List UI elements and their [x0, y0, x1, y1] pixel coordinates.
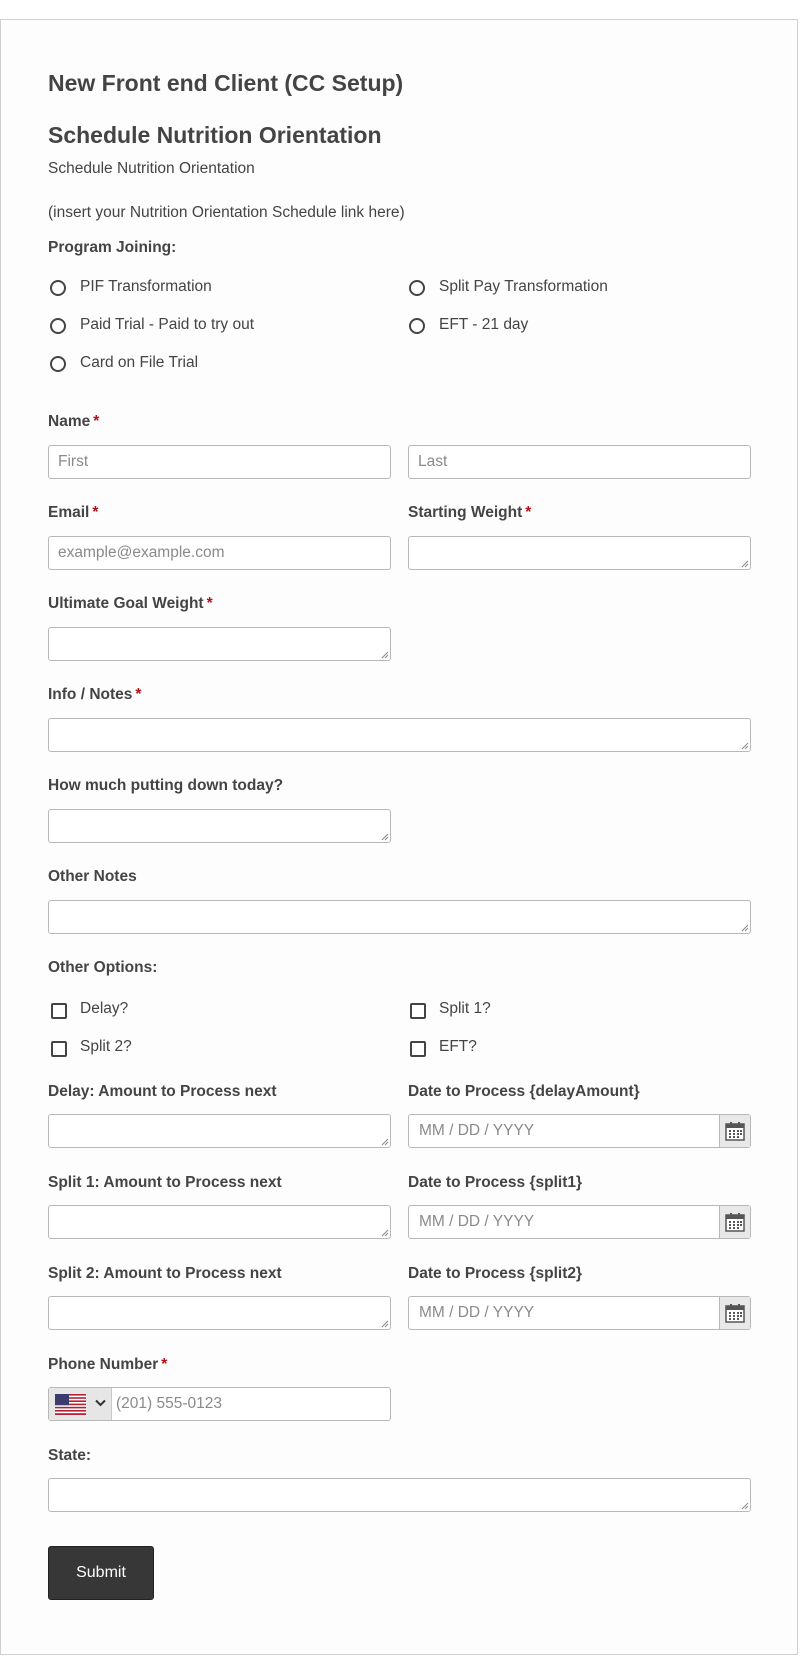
checkbox-split-1[interactable]	[410, 1003, 426, 1019]
split2-date-input[interactable]	[408, 1296, 751, 1330]
radio-label: PIF Transformation	[80, 278, 212, 295]
first-name-placeholder: First	[58, 453, 89, 470]
radio-label: Card on File Trial	[80, 354, 199, 371]
country-selector[interactable]	[49, 1388, 112, 1420]
resize-grip-icon[interactable]	[740, 1501, 749, 1510]
resize-grip-icon[interactable]	[740, 559, 749, 568]
resize-grip-icon[interactable]	[380, 832, 389, 841]
checkbox-label: EFT?	[439, 1038, 477, 1055]
last-name-placeholder: Last	[418, 453, 448, 470]
checkbox-label: Split 1?	[439, 1000, 491, 1017]
split2-amount-label: Split 2: Amount to Process next	[48, 1265, 282, 1282]
checkbox-label: Split 2?	[80, 1038, 132, 1055]
resize-grip-icon[interactable]	[740, 923, 749, 932]
radio-label: EFT - 21 day	[439, 316, 529, 333]
split1-amount-label: Split 1: Amount to Process next	[48, 1174, 282, 1191]
submit-button[interactable]: Submit	[48, 1546, 154, 1600]
radio-label: Paid Trial - Paid to try out	[80, 316, 255, 333]
email-label: Email *	[48, 504, 99, 521]
putting-down-label: How much putting down today?	[48, 777, 284, 794]
radio-split-pay-transformation[interactable]	[409, 280, 425, 296]
phone-label: Phone Number *	[48, 1356, 168, 1373]
name-label: Name *	[48, 413, 100, 430]
radio-paid-trial[interactable]	[50, 318, 66, 334]
split2-amount-textarea[interactable]	[48, 1296, 391, 1330]
goal-weight-textarea[interactable]	[48, 627, 391, 661]
resize-grip-icon[interactable]	[380, 650, 389, 659]
radio-pif-transformation[interactable]	[50, 280, 66, 296]
last-name-input[interactable]	[408, 445, 751, 479]
resize-grip-icon[interactable]	[740, 741, 749, 750]
goal-weight-label: Ultimate Goal Weight *	[48, 595, 213, 612]
date-placeholder: MM / DD / YYYY	[419, 1122, 535, 1139]
section-heading: Schedule Nutrition Orientation	[48, 122, 382, 148]
section-text: Schedule Nutrition Orientation	[48, 160, 255, 177]
split1-amount-textarea[interactable]	[48, 1205, 391, 1239]
checkbox-delay[interactable]	[51, 1003, 67, 1019]
state-label: State:	[48, 1447, 92, 1464]
checkbox-label: Delay?	[80, 1000, 129, 1017]
chevron-down-icon	[95, 1399, 106, 1407]
required-mark: *	[525, 504, 532, 521]
delay-amount-textarea[interactable]	[48, 1114, 391, 1148]
delay-amount-label: Delay: Amount to Process next	[48, 1083, 277, 1100]
split1-date-input[interactable]	[408, 1205, 751, 1239]
resize-grip-icon[interactable]	[380, 1319, 389, 1328]
starting-weight-textarea[interactable]	[408, 536, 751, 570]
putting-down-textarea[interactable]	[48, 809, 391, 843]
radio-card-on-file-trial[interactable]	[50, 356, 66, 372]
starting-weight-label: Starting Weight *	[408, 504, 532, 521]
calendar-button[interactable]	[719, 1115, 750, 1147]
radio-label: Split Pay Transformation	[439, 278, 608, 295]
date-placeholder: MM / DD / YYYY	[419, 1213, 535, 1230]
phone-placeholder: (201) 555-0123	[116, 1395, 222, 1412]
checkbox-split-2[interactable]	[51, 1041, 67, 1057]
radio-eft-21-day[interactable]	[409, 318, 425, 334]
calendar-icon	[725, 1212, 745, 1232]
delay-date-input[interactable]	[408, 1114, 751, 1148]
first-name-input[interactable]	[48, 445, 391, 479]
date-placeholder: MM / DD / YYYY	[419, 1304, 535, 1321]
other-options-label: Other Options:	[48, 959, 158, 976]
split2-date-label: Date to Process {split2}	[408, 1265, 583, 1282]
required-mark: *	[93, 413, 100, 430]
delay-date-label: Date to Process {delayAmount}	[408, 1083, 640, 1100]
checkbox-eft[interactable]	[410, 1041, 426, 1057]
required-mark: *	[135, 686, 142, 703]
info-notes-textarea[interactable]	[48, 718, 751, 752]
info-notes-label: Info / Notes *	[48, 686, 142, 703]
phone-input[interactable]	[48, 1387, 391, 1421]
required-mark: *	[206, 595, 213, 612]
calendar-button[interactable]	[719, 1206, 750, 1238]
form-title: New Front end Client (CC Setup)	[48, 70, 404, 96]
us-flag-icon	[55, 1394, 86, 1415]
email-placeholder: example@example.com	[58, 544, 225, 561]
schedule-note: (insert your Nutrition Orientation Schedule link here)	[48, 204, 405, 221]
required-mark: *	[92, 504, 99, 521]
calendar-button[interactable]	[719, 1297, 750, 1329]
resize-grip-icon[interactable]	[380, 1228, 389, 1237]
program-joining-label: Program Joining:	[48, 239, 177, 256]
calendar-icon	[725, 1121, 745, 1141]
other-notes-label: Other Notes	[48, 868, 137, 885]
resize-grip-icon[interactable]	[380, 1137, 389, 1146]
calendar-icon	[725, 1303, 745, 1323]
state-textarea[interactable]	[48, 1478, 751, 1512]
required-mark: *	[161, 1356, 168, 1373]
split1-date-label: Date to Process {split1}	[408, 1174, 583, 1191]
other-notes-textarea[interactable]	[48, 900, 751, 934]
email-input[interactable]	[48, 536, 391, 570]
